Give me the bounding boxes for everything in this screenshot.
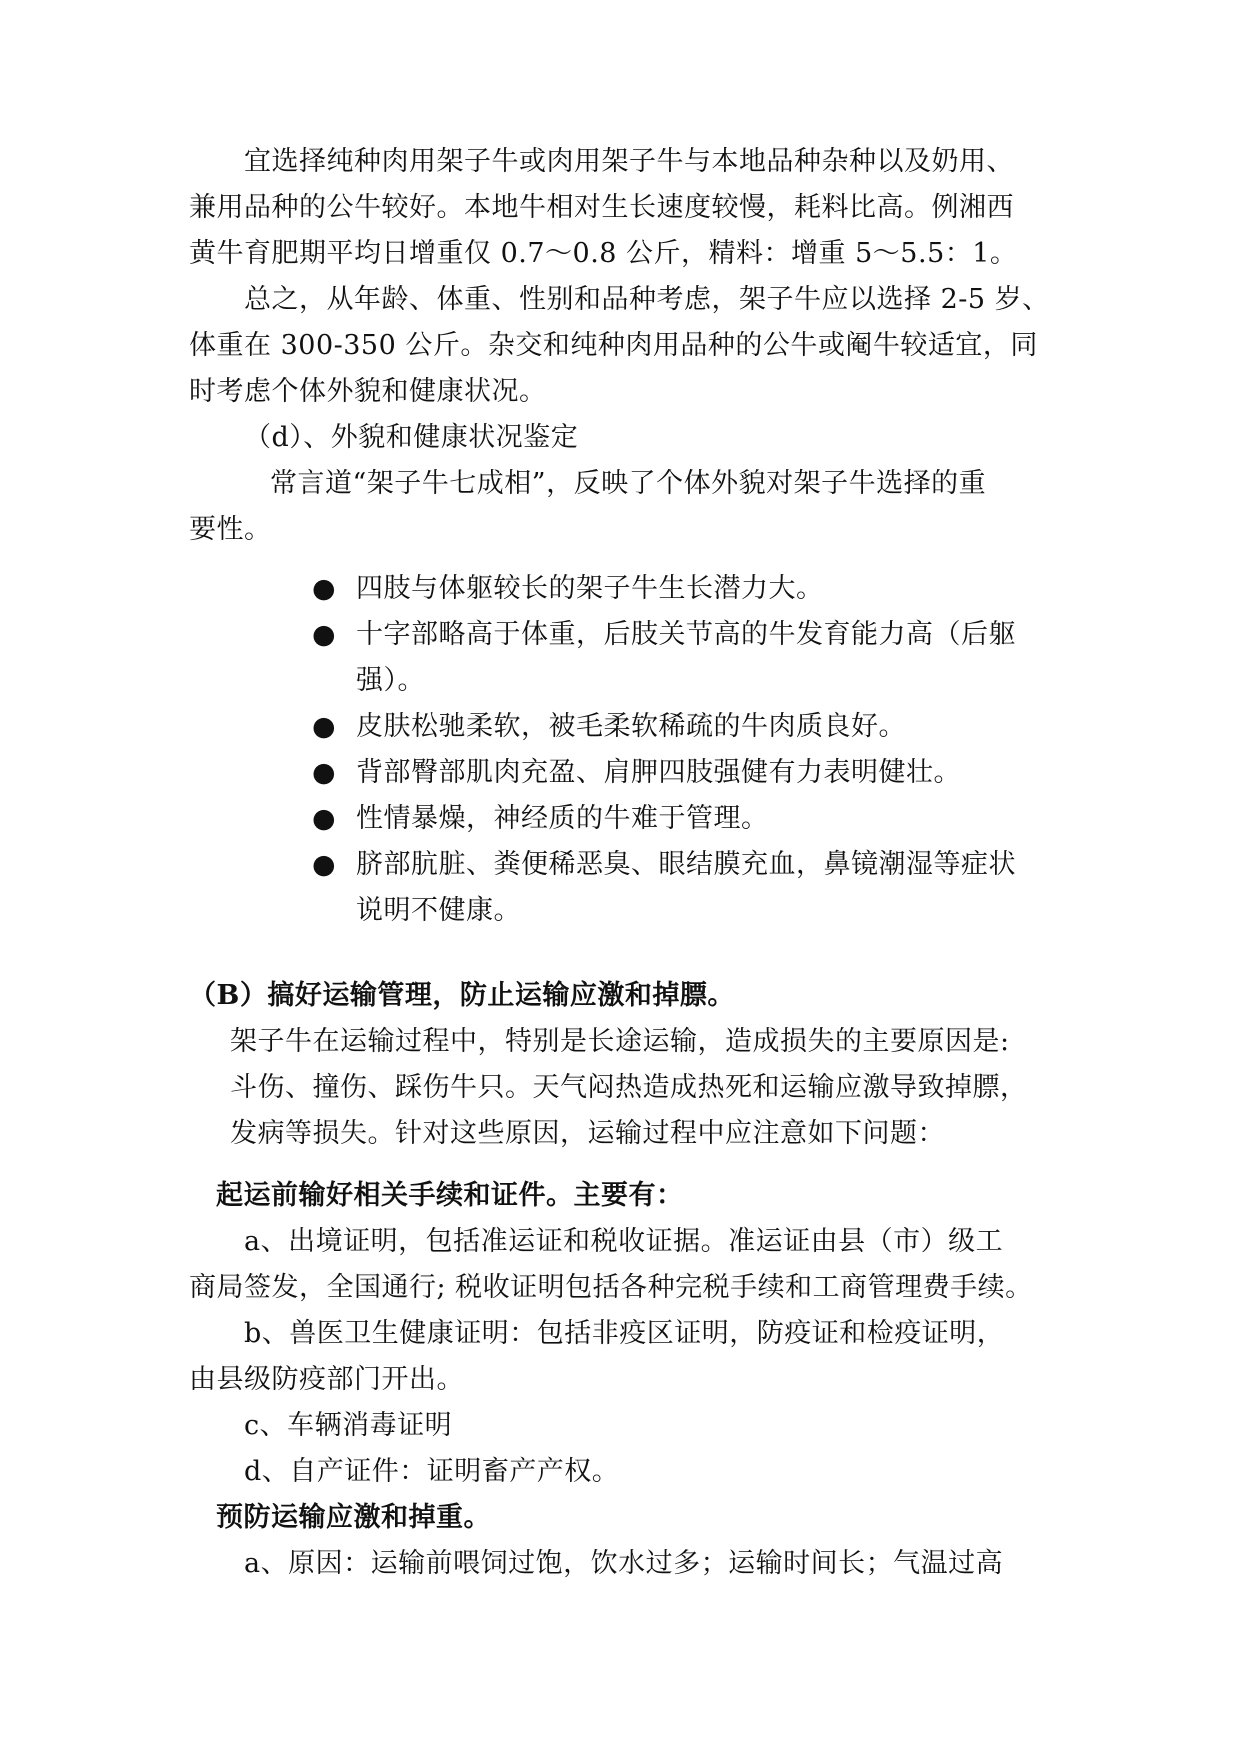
item-c: c、车辆消毒证明 bbox=[244, 1410, 453, 1441]
para2-line2: 体重在 300-350 公斤。杂交和纯种肉用品种的公牛或阉牛较适宜，同 bbox=[189, 330, 1038, 361]
para2-line1: 总之，从年龄、体重、性别和品种考虑，架子牛应以选择 2-5 岁、 bbox=[244, 284, 1050, 315]
prevention-item-a: a、原因：运输前喂饲过饱，饮水过多；运输时间长；气温过高 bbox=[244, 1548, 1004, 1579]
bullet-icon: ● bbox=[312, 757, 337, 788]
section-b-heading: （B）搞好运输管理，防止运输应激和掉膘。 bbox=[189, 980, 735, 1011]
bullet-item-4: 背部臀部肌肉充盈、肩胛四肢强健有力表明健壮。 bbox=[356, 757, 961, 788]
para1-line1: 宜选择纯种肉用架子牛或肉用架子牛与本地品种杂种以及奶用、 bbox=[244, 146, 1014, 177]
item-d: d、自产证件：证明畜产产权。 bbox=[244, 1456, 620, 1487]
para1-line3: 黄牛育肥期平均日增重仅 0.7～0.8 公斤，精料：增重 5～5.5：1。 bbox=[189, 238, 1018, 269]
para4-line1: 架子牛在运输过程中，特别是长途运输，造成损失的主要原因是: bbox=[230, 1026, 1010, 1057]
bullet-icon: ● bbox=[312, 803, 337, 834]
para4-line3: 发病等损失。针对这些原因，运输过程中应注意如下问题： bbox=[230, 1118, 945, 1149]
bullet-item-3: 皮肤松驰柔软，被毛柔软稀疏的牛肉质良好。 bbox=[356, 711, 906, 742]
para1-line2: 兼用品种的公牛较好。本地牛相对生长速度较慢，耗料比高。例湘西 bbox=[189, 192, 1014, 223]
item-b-line1: b、兽医卫生健康证明：包括非疫区证明，防疫证和检疫证明， bbox=[244, 1318, 1005, 1349]
bullet-item-6-line2: 说明不健康。 bbox=[356, 895, 521, 926]
bullet-item-2-line1: 十字部略高于体重，后肢关节高的牛发育能力高（后躯 bbox=[356, 619, 1016, 650]
bullet-icon: ● bbox=[312, 711, 337, 742]
bullet-item-2-line2: 强）。 bbox=[356, 665, 425, 696]
bullet-item-6-line1: 脐部肮脏、粪便稀恶臭、眼结膜充血，鼻镜潮湿等症状 bbox=[356, 849, 1016, 880]
bullet-item-5: 性情暴燥，神经质的牛难于管理。 bbox=[356, 803, 769, 834]
prevention-heading: 预防运输应激和掉重。 bbox=[216, 1502, 491, 1533]
bullet-icon: ● bbox=[312, 849, 337, 880]
bullet-icon: ● bbox=[312, 573, 337, 604]
item-a-line1: a、出境证明，包括准运证和税收证据。准运证由县（市）级工 bbox=[244, 1226, 1004, 1257]
item-b-line2: 由县级防疫部门开出。 bbox=[189, 1364, 464, 1395]
documents-heading: 起运前输好相关手续和证件。主要有： bbox=[216, 1180, 684, 1211]
section-d-heading: （d）、外貌和健康状况鉴定 bbox=[244, 422, 579, 453]
para4-line2: 斗伤、撞伤、踩伤牛只。天气闷热造成热死和运输应激导致掉膘， bbox=[230, 1072, 1028, 1103]
para2-line3: 时考虑个体外貌和健康状况。 bbox=[189, 376, 547, 407]
bullet-icon: ● bbox=[312, 619, 337, 650]
bullet-item-1: 四肢与体躯较长的架子牛生长潜力大。 bbox=[356, 573, 824, 604]
para3-line2: 要性。 bbox=[189, 514, 272, 545]
item-a-line2: 商局签发，全国通行; 税收证明包括各种完税手续和工商管理费手续。 bbox=[189, 1272, 1033, 1303]
para3-line1: 常言道“架子牛七成相”，反映了个体外貌对架子牛选择的重 bbox=[270, 468, 987, 499]
